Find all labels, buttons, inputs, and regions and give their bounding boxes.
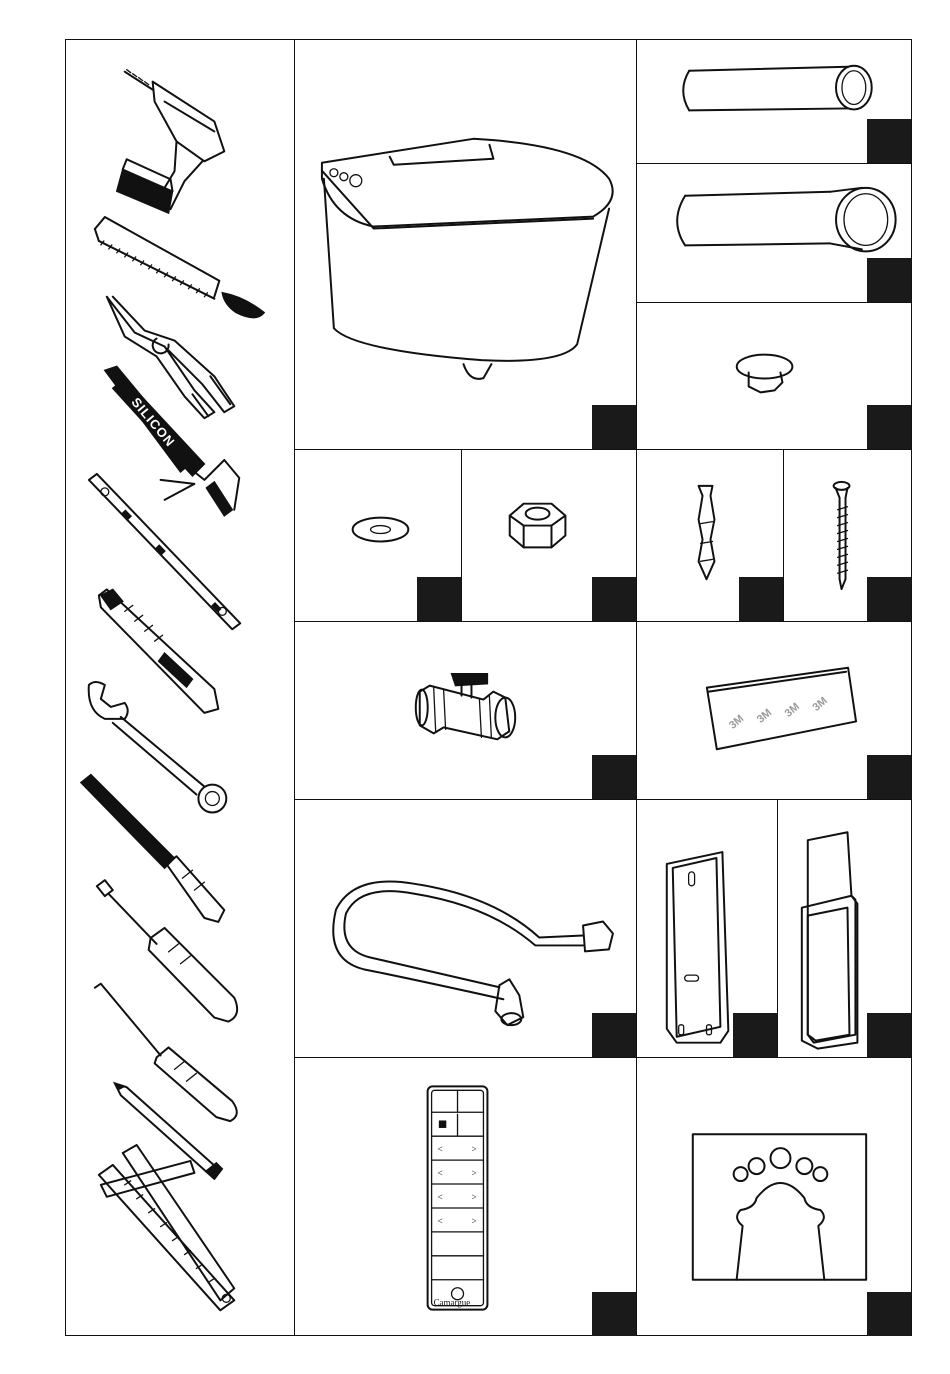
part-cell-tape <box>637 622 912 800</box>
part-tag <box>739 577 783 621</box>
tape-print: 3M <box>726 712 747 732</box>
part-tag <box>592 1013 636 1057</box>
part-cell-screw <box>784 450 912 622</box>
part-cell-toilet <box>294 39 637 450</box>
silicone-label: SILICON <box>128 394 179 450</box>
part-cell-pipe-small <box>637 39 912 164</box>
part-tag <box>867 1013 911 1057</box>
hacksaw-icon <box>95 217 264 318</box>
svg-text:<: < <box>437 1215 443 1226</box>
part-tag <box>592 1292 636 1336</box>
part-cell-pipe-large <box>637 164 912 303</box>
utility-knife-icon <box>99 589 218 712</box>
flexible-hose-icon <box>294 800 636 1057</box>
cordless-drill-icon <box>117 70 225 213</box>
svg-text:>: > <box>471 1215 477 1226</box>
svg-text:>: > <box>471 1168 477 1179</box>
svg-text:<: < <box>437 1144 443 1155</box>
part-tag <box>867 405 911 449</box>
tape-print: 3M <box>810 694 830 714</box>
part-cell-holder <box>778 800 912 1058</box>
svg-text:<: < <box>437 1191 443 1202</box>
part-tag <box>733 1013 777 1057</box>
part-cell-cap <box>637 303 912 450</box>
part-tag <box>592 755 636 799</box>
part-tag <box>867 755 911 799</box>
remote-control-icon <box>294 1058 636 1336</box>
part-tag <box>867 1292 911 1336</box>
part-cell-washer <box>294 450 462 622</box>
part-cell-hose <box>294 800 637 1058</box>
tools-column <box>65 39 295 1336</box>
part-cell-bracket <box>637 800 778 1058</box>
wall-hung-smart-toilet-icon <box>294 39 636 449</box>
part-tag <box>867 577 911 621</box>
svg-text:<: < <box>437 1168 443 1179</box>
part-cell-remote <box>294 1058 637 1336</box>
svg-text:>: > <box>471 1144 477 1155</box>
part-tag <box>592 405 636 449</box>
part-tag <box>867 258 911 302</box>
part-tag <box>867 119 911 163</box>
remote-brand: Camargue <box>433 1297 471 1308</box>
part-cell-plug <box>637 450 784 622</box>
part-cell-nut <box>462 450 637 622</box>
part-tag <box>592 577 636 621</box>
svg-text:>: > <box>471 1191 477 1202</box>
part-cell-template <box>637 1058 912 1336</box>
tape-print: 3M <box>782 700 802 720</box>
ball-valve-icon <box>294 622 636 799</box>
tape-print: 3M <box>754 706 775 726</box>
file-icon <box>81 775 224 922</box>
tools-illustrations <box>65 39 294 1336</box>
part-tag <box>417 577 461 621</box>
part-cell-valve <box>294 622 637 800</box>
phillips-screwdriver-icon <box>95 984 237 1121</box>
